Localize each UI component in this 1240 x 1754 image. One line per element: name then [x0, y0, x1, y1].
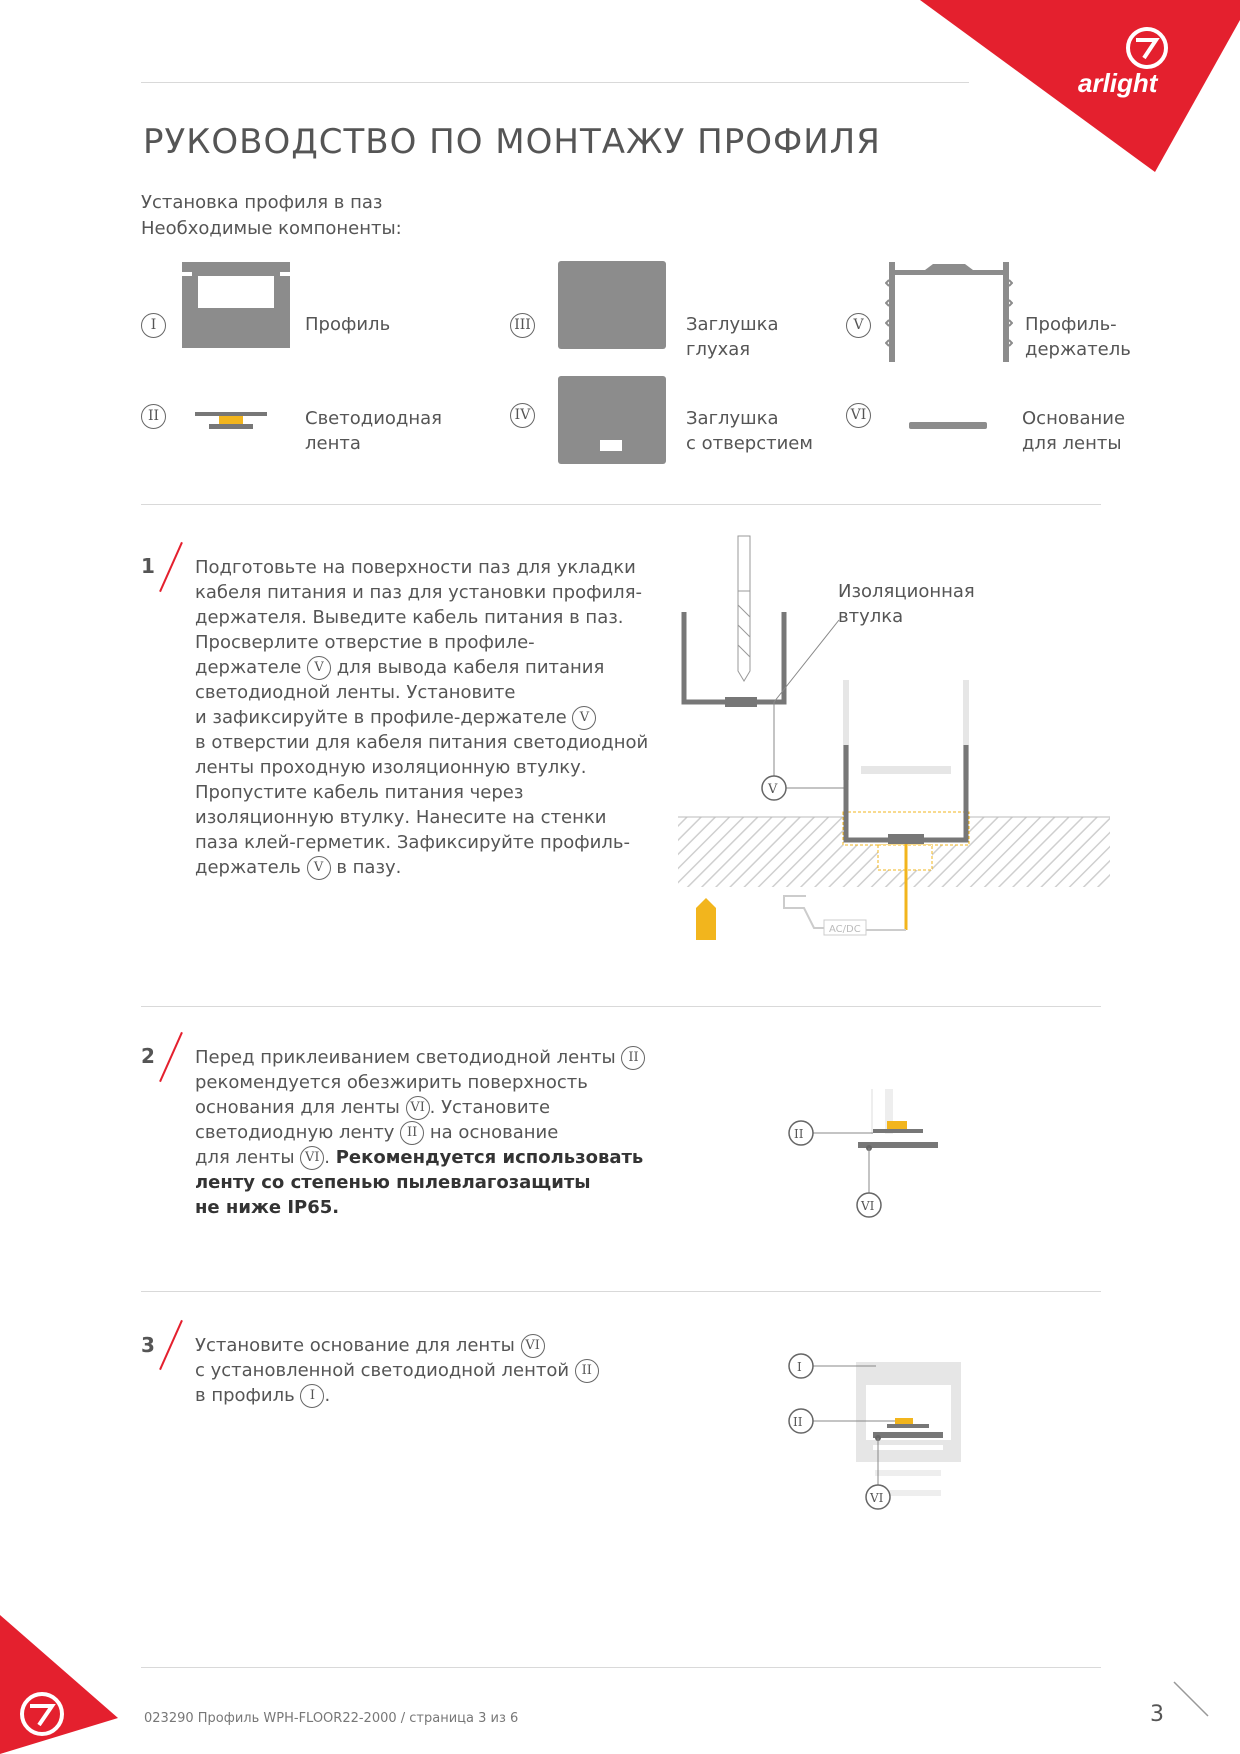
- step-line-part: для ленты VI .: [195, 1147, 336, 1168]
- profile-icon: [180, 260, 292, 350]
- component-ref-badge: II: [575, 1359, 599, 1383]
- bushing-label: [838, 579, 975, 629]
- component-label: [1022, 406, 1125, 456]
- end-cap-hole-icon: [558, 376, 666, 464]
- component-label: [1025, 312, 1131, 362]
- step-line: в отверстии для кабеля питания светодиодной: [195, 732, 649, 753]
- component-label-line: Заглушка: [686, 314, 779, 335]
- brand-logo: arlight: [1078, 68, 1158, 98]
- component-ref-badge: VI: [300, 1146, 324, 1170]
- step-slash: [159, 1032, 183, 1082]
- footer-divider: [141, 1667, 1101, 1668]
- brand-corner-bottom: [0, 1615, 120, 1754]
- page-number: 3: [1150, 1702, 1164, 1727]
- step2-drawing: [783, 1085, 943, 1225]
- component-ref-badge: II: [621, 1046, 645, 1070]
- step-number: 3: [141, 1333, 155, 1357]
- component-ref-badge: VI: [406, 1096, 430, 1120]
- component-label: [686, 406, 813, 456]
- step2-marker: II: [794, 1127, 804, 1141]
- component-ref-badge: V: [307, 856, 331, 880]
- step-line: светодиодную ленту II на основание: [195, 1122, 559, 1143]
- step-line: в профиль I .: [195, 1385, 331, 1406]
- bushing-label-line: втулка: [838, 606, 904, 627]
- component-number: V: [846, 313, 871, 338]
- step-line: [195, 1145, 645, 1170]
- step-line: держателе V для вывода кабеля питания: [195, 657, 605, 678]
- component-label-line: Светодиодная: [305, 408, 442, 429]
- step-line: изоляционную втулку. Нанесите на стенки: [195, 807, 607, 828]
- end-cap-blind-icon: [558, 261, 666, 349]
- step-line: Установите основание для ленты VI: [195, 1333, 599, 1358]
- step-bold-line: не ниже IP65.: [195, 1197, 340, 1218]
- bushing-label-line: Изоляционная: [838, 581, 975, 602]
- component-label-line: с отверстием: [686, 433, 813, 454]
- strip-base-icon: [909, 422, 987, 429]
- step-number: 1: [141, 554, 155, 578]
- step-line: ленты проходную изоляционную втулку.: [195, 757, 587, 778]
- component-label-line: Профиль-: [1025, 314, 1117, 335]
- intro-text: [141, 190, 402, 242]
- step-text: [195, 555, 648, 880]
- step-text: [195, 1045, 645, 1220]
- footer-text: 023290 Профиль WPH-FLOOR22-2000 / страница 3 из 6: [144, 1711, 519, 1726]
- component-number: II: [141, 404, 166, 429]
- component-ref-badge: II: [400, 1121, 424, 1145]
- step-line: с установленной светодиодной лентой II: [195, 1358, 599, 1383]
- step-text: [195, 1333, 599, 1408]
- step-line: светодиодной ленты. Установите: [195, 682, 516, 703]
- intro-line: Установка профиля в паз: [141, 192, 383, 213]
- step3-marker: II: [793, 1415, 803, 1429]
- component-number: IV: [510, 403, 535, 428]
- power-label: AC/DC: [829, 924, 861, 935]
- component-label-line: лента: [305, 433, 361, 454]
- step1-divider: [141, 1006, 1101, 1007]
- step-line: держатель V в пазу.: [195, 857, 402, 878]
- top-divider: [141, 82, 969, 83]
- component-ref-badge: V: [307, 656, 331, 680]
- step-line: Подготовьте на поверхности паз для укладки: [195, 557, 636, 578]
- step-line: кабеля питания и паз для установки профиля-: [195, 582, 643, 603]
- component-ref-badge: I: [300, 1384, 324, 1408]
- page-corner-line: [1172, 1680, 1212, 1720]
- component-label-line: держатель: [1025, 339, 1131, 360]
- step-line: Просверлите отверстие в профиле-: [195, 632, 535, 653]
- step-line: основания для ленты VI . Установите: [195, 1097, 551, 1118]
- step-line: и зафиксируйте в профиле-держателе V: [195, 705, 648, 730]
- intro-line: Необходимые компоненты:: [141, 218, 402, 239]
- components-divider: [141, 504, 1101, 505]
- step1-marker: V: [768, 782, 778, 797]
- component-ref-badge: VI: [521, 1334, 545, 1358]
- step-line: Перед приклеиванием светодиодной ленты II: [195, 1045, 645, 1070]
- step-line: паза клей-герметик. Зафиксируйте профиль-: [195, 832, 630, 853]
- component-label: [305, 312, 390, 337]
- step-slash: [159, 542, 183, 592]
- step-slash: [159, 1320, 183, 1370]
- profile-holder-icon: [885, 260, 1013, 364]
- step3-drawing: [783, 1350, 963, 1520]
- step-line: держателя. Выведите кабель питания в паз.: [195, 607, 624, 628]
- step3-marker: VI: [870, 1491, 884, 1505]
- step-bold-tail: Рекомендуется использовать: [335, 1147, 644, 1168]
- component-label: [686, 312, 779, 362]
- step2-marker: VI: [861, 1199, 875, 1213]
- component-label-line: Заглушка: [686, 408, 779, 429]
- component-number: I: [141, 313, 166, 338]
- page-title: РУКОВОДСТВО ПО МОНТАЖУ ПРОФИЛЯ: [143, 122, 881, 162]
- component-ref-badge: V: [572, 706, 596, 730]
- component-number: III: [510, 313, 535, 338]
- component-label: [305, 406, 442, 456]
- step3-marker: I: [797, 1360, 802, 1374]
- component-number: VI: [846, 403, 871, 428]
- step-line: Пропустите кабель питания через: [195, 782, 524, 803]
- step-line: рекомендуется обезжирить поверхность: [195, 1072, 588, 1093]
- component-label-line: для ленты: [1022, 433, 1122, 454]
- step-number: 2: [141, 1044, 155, 1068]
- step2-divider: [141, 1291, 1101, 1292]
- component-label-line: глухая: [686, 339, 751, 360]
- component-label-line: Основание: [1022, 408, 1126, 429]
- component-label-line: Профиль: [305, 314, 391, 335]
- led-strip-icon: [195, 408, 267, 432]
- step-bold-line: ленту со степенью пылевлагозащиты: [195, 1172, 591, 1193]
